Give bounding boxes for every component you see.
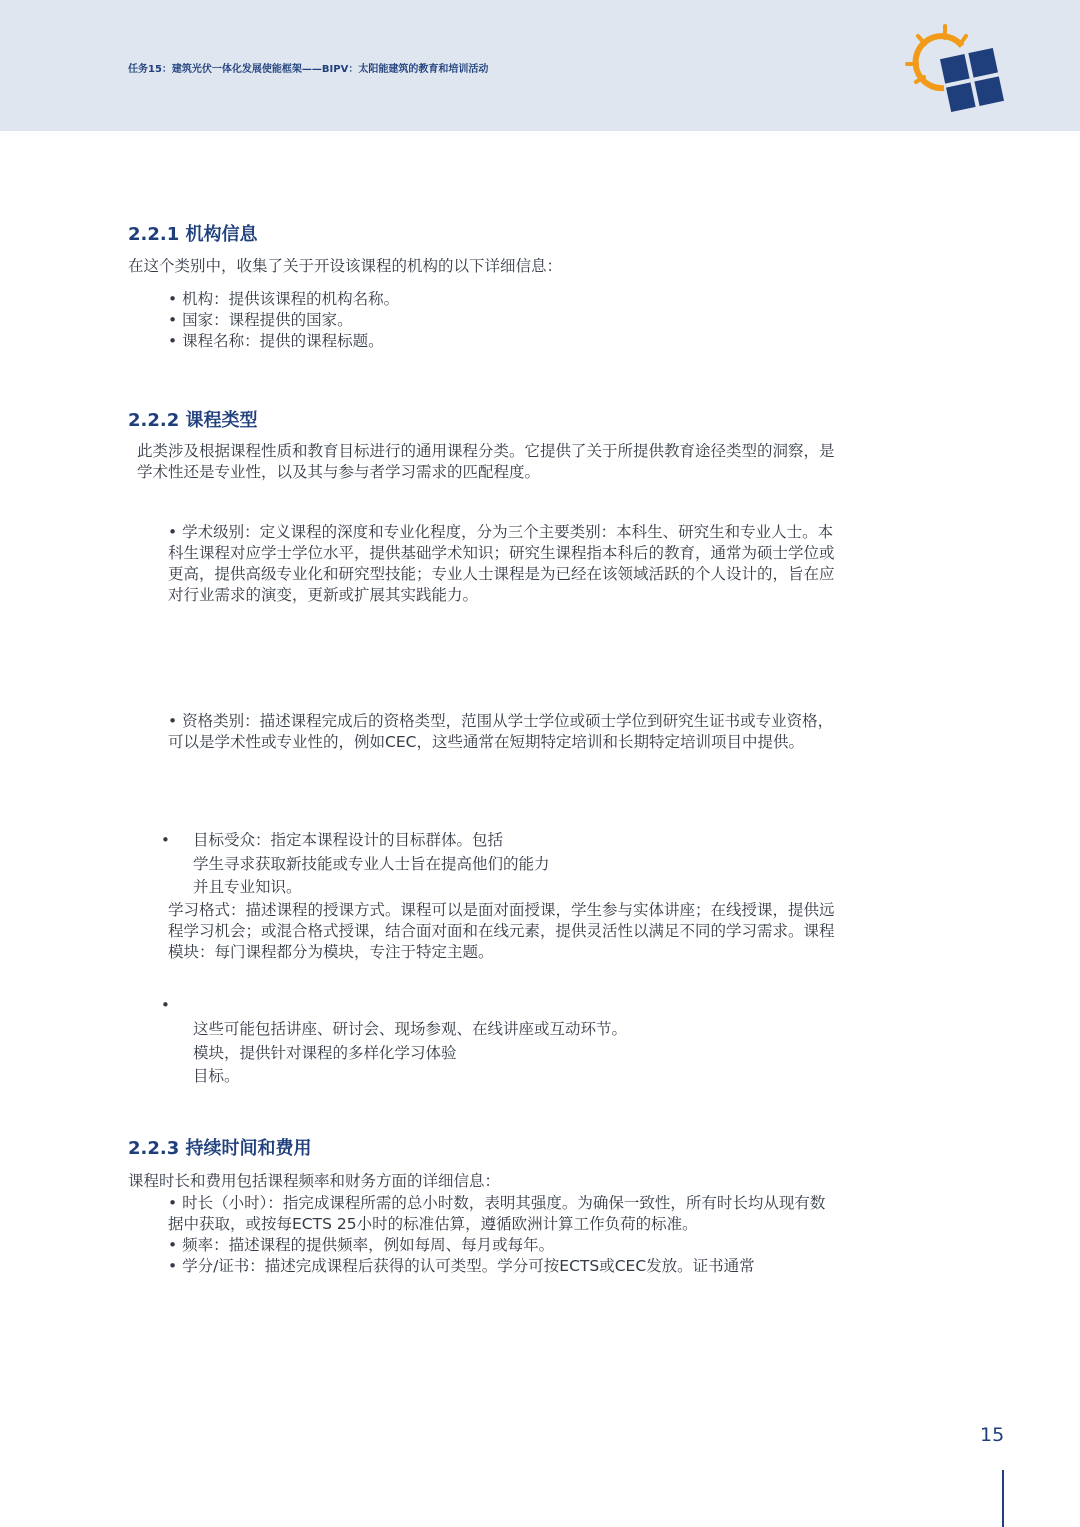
institution-list [168, 289, 399, 352]
section-heading-institution: 2.2.1 机构信息 [128, 224, 258, 245]
page-header-band [0, 0, 1080, 131]
page-number: 15 [980, 1424, 1005, 1446]
list-item: • 频率：描述课程的提供频率，例如每周、每月或每年。 [168, 1236, 555, 1254]
section-heading-duration-cost: 2.2.3 持续时间和费用 [128, 1138, 312, 1159]
bullet-dot: • [161, 831, 170, 849]
section-heading-course-type: 2.2.2 课程类型 [128, 410, 258, 431]
header-title: 任务15：建筑光伏一体化发展使能框架——BIPV：太阳能建筑的教育和培训活动 [128, 64, 489, 75]
list-item: • 时长（小时）：指完成课程所需的总小时数，表明其强度。为确保一致性，所有时长均从现有数 [168, 1194, 826, 1212]
section-intro-institution: 在这个类别中，收集了关于开设该课程的机构的以下详细信息： [128, 257, 563, 275]
duration-cost-list [168, 1193, 825, 1277]
page-number-rule [1002, 1470, 1004, 1527]
list-item: • 学分/证书：描述完成课程后获得的认可类型。学分可按ECTS或CEC发放。证书通常 [168, 1257, 755, 1275]
section-intro-duration-cost: 课程时长和费用包括课程频率和财务方面的详细信息： [128, 1172, 501, 1190]
list-item: • 机构：提供该课程的机构名称。 [168, 290, 400, 308]
learning-format-paragraph: 学习格式：描述课程的授课方式。课程可以是面对面授课，学生参与实体讲座；在线授课，提供远 程学习机会；或混合格式授课，结合面对面和在线元素，提供灵活性以满足不同的学习需求。课程 模块：每门课程都分为模块，专注于特定主题。 [168, 901, 835, 961]
modules-paragraph: 这些可能包括讲座、研讨会、现场参观、在线讲座或互动环节。 模块，提供针对课程的多样化学习体验 目标。 [193, 1020, 628, 1085]
list-item: 据中获取，或按每ECTS 25小时的标准估算，遵循欧洲计算工作负荷的标准。 [168, 1215, 698, 1233]
target-audience-paragraph: 目标受众：指定本课程设计的目标群体。包括 学生寻求获取新技能或专业人士旨在提高他们的能力 并且专业知识。 [193, 831, 550, 896]
section-intro-course-type: 此类涉及根据课程性质和教育目标进行的通用课程分类。它提供了关于所提供教育途径类型的洞察，是 学术性还是专业性，以及其与参与者学习需求的匹配程度。 [137, 442, 835, 481]
solar-panel-sun-logo-icon [904, 24, 1006, 112]
bullet-dot: • [161, 996, 170, 1014]
list-item: • 课程名称：提供的课程标题。 [168, 332, 384, 350]
qualification-paragraph: • 资格类别：描述课程完成后的资格类型，范围从学士学位或硕士学位到研究生证书或专业资格， 可以是学术性或专业性的，例如CEC，这些通常在短期特定培训和长期特定培训项目中提供。 [168, 712, 834, 751]
academic-level-paragraph: • 学术级别：定义课程的深度和专业化程度，分为三个主要类别：本科生、研究生和专业人士。本 科生课程对应学士学位水平，提供基础学术知识；研究生课程指本科后的教育，通常为硕士学位或 更高，提供高级专业化和研究型技能；专业人士课程是为已经在该领域活跃的个人设计的，旨在应 对行业需求的演变，更新或扩展其实践能力。 [168, 523, 835, 604]
list-item: • 国家：课程提供的国家。 [168, 311, 353, 329]
